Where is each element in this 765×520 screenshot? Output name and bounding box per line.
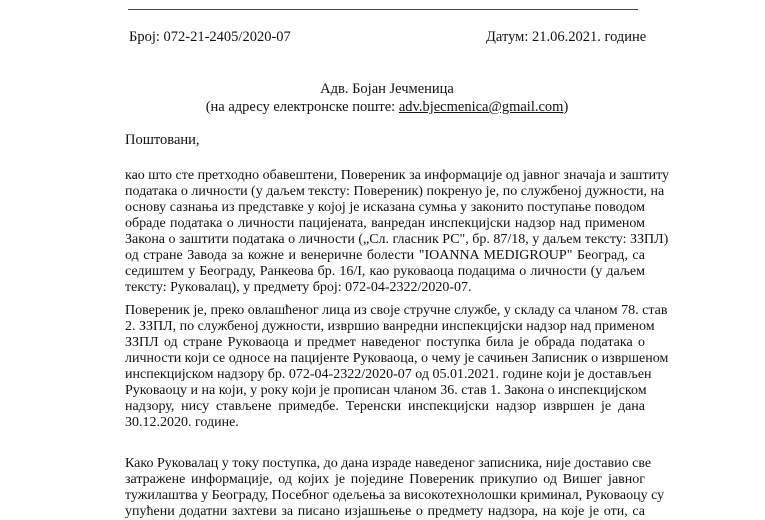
paragraph-line: података о личности (у даљем тексту: Повереник) покренуо је, по службеној дужности, на [125,184,665,199]
paragraph-line: надзору, нису стављене примедбе. Теренски инспекцијски надзор извршен је дана [125,399,645,414]
paragraph-2 [125,303,669,431]
recipient-name: Адв. Бојан Јечменица [320,81,454,97]
paragraph-line: као што сте претходно обавештени, Повереник за информације од јавног значаја и заштиту [125,168,670,183]
paragraph-line: затражене информације, од којих је поједине Повереник прикупио од Вишег јавног [125,472,645,487]
paragraph-1 [125,168,670,296]
paragraph-3 [125,456,665,520]
paragraph-line: Руковаоцу и на који, у року који је прописан чланом 36. став 1. Закона о инспекцијском [125,383,647,398]
reference-number: Број: 072-21-2405/2020-07 [129,29,291,45]
paragraph-line: ЗЗПЛ од стране Руковаоца и предмет наведеног поступка била је обрада података о [125,335,645,350]
email-prefix: (на адресу електронске поште: [205,99,399,115]
email-suffix: ) [563,99,569,115]
paragraph-line: Закона о заштити података о личности („Сл. гласник РС", бр. 87/18, у даљем тексту: ЗЗПЛ) [125,232,669,247]
recipient-email-line [130,98,644,116]
paragraph-line: упућени додатни захтеви за писано изјашњење о предмету надзора, на које је оти, са [125,504,645,519]
document-date: Датум: 21.06.2021. године [486,29,647,45]
paragraph-line: инспекцијском надзору бр. 072-04-2322/2020-07 од 05.01.2021. године који је достављен [125,367,652,382]
paragraph-line: 2. ЗЗПЛ, по службеној дужности, извршио ванредни инспекцијски надзор над применом [125,319,655,334]
paragraph-line: основу сазнања из представке у којој је исказана сумња у законито поступање поводом [125,200,645,215]
email-link[interactable]: adv.bjecmenica@gmail.com [398,99,564,115]
paragraph-line: тексту: Руковалац), у предмету број: 072-04-2322/2020-07. [125,280,472,295]
top-rule [128,9,638,10]
paragraph-line: личности који се односе на пацијенте Руковаоца, о чему је сачињен Записник о извршеном [125,351,669,366]
paragraph-line: седиштем у Београду, Ранкеова бр. 16/I, као руковаоца подацима о личности (у даљем [125,264,645,279]
paragraph-line: 30.12.2020. године. [125,415,239,430]
paragraph-line: обраде података о личности пацијената, ванредан инспекцијски надзор над применом [125,216,645,231]
paragraph-line: Повереник је, преко овлашћеног лица из своје стручне службе, у складу са чланом 78. став [125,303,668,318]
recipient-block [130,80,644,116]
paragraph-line: тужилаштва у Београду, Посебног одељења за високотехнолошки криминал, Руковаоцу су [125,488,665,503]
paragraph-line: од стране Завода за кожне и венеричне болести "IOANNA MEDIGROUP" Београд, са [125,248,645,263]
greeting: Поштовани, [125,132,200,148]
paragraph-line: Како Руковалац у току поступка, до дана израде наведеног записника, није доставио све [125,456,652,471]
